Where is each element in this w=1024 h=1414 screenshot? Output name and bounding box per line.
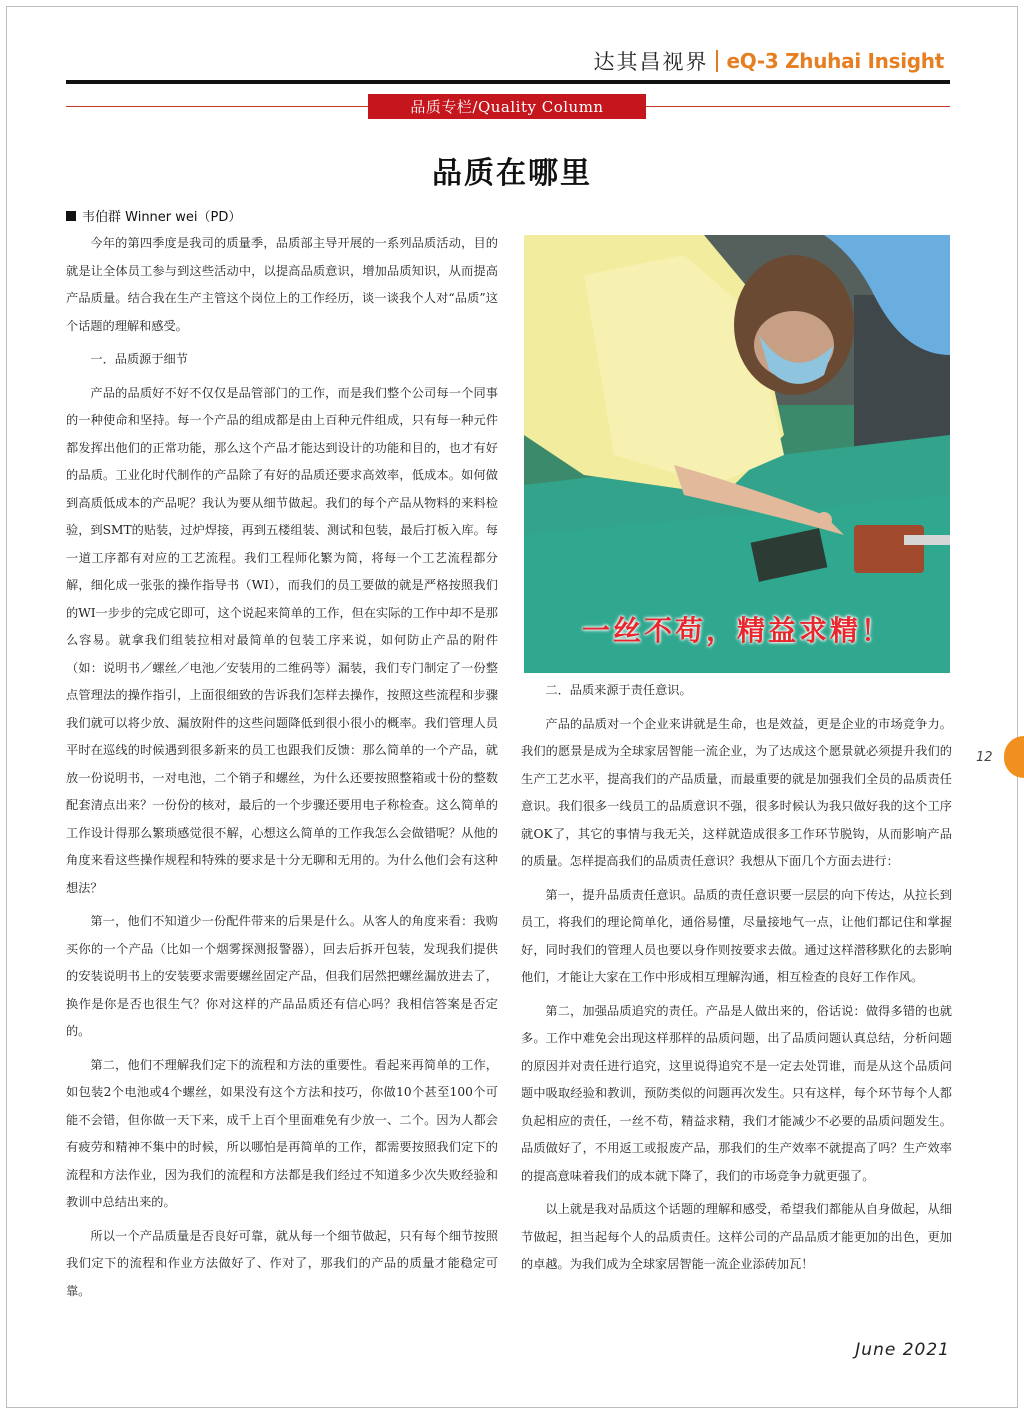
photo-illustration (524, 235, 950, 673)
paragraph: 今年的第四季度是我司的质量季，品质部主导开展的一系列品质活动，目的就是让全体员工参与到这些活动中，以提高品质意识，增加品质知识，从而提高产品质量。结合我在生产主管这个岗位上的工作经历，谈一谈我个人对“品质”这个话题的理解和感受。 (66, 236, 498, 333)
paragraph: 所以一个产品质量是否良好可靠，就从每一个细节做起，只有每个细节按照我们定下的流程和作业方法做好了、作对了，那我们的产品的质量才能稳定可靠。 (66, 1228, 498, 1298)
header-rule (66, 80, 950, 84)
paragraph: 产品的品质对一个企业来讲就是生命，也是效益，更是企业的市场竞争力。我们的愿景是成为全球家居智能一流企业，为了达成这个愿景就必须提升我们的生产工艺水平，提高我们的产品质量，而最重要的就是加强我们全员的品质责任意识。我们很多一线员工的品质意识不强，很多时候认为我只做好我的这个工序就OK了，其它的事情与我无关，这样就造成很多工作环节脱钩，从而影响产品的质量。怎样提高我们的品质责任意识？我想从下面几个方面去进行： (521, 716, 952, 868)
masthead (593, 44, 944, 78)
article-column-right (521, 677, 952, 1285)
masthead-divider (716, 50, 718, 72)
byline (66, 206, 241, 225)
article-column-left (66, 230, 498, 1311)
paragraph: 以上就是我对品质这个话题的理解和感受，希望我们都能从自身做起，从细节做起，担当起每个人的品质责任。这样公司的产品品质才能更加的出色，更加的卓越。为我们成为全球家居智能一流企业添砖加瓦！ (521, 1202, 952, 1271)
paragraph: 第二，他们不理解我们定下的流程和方法的重要性。看起来再简单的工作，如包装2个电池或4个螺丝，如果没有这个方法和技巧，你做10个甚至100个可能不会错，但你做一天下来，成千上百个里面难免有少放一、二个。因为人都会有疲劳和精神不集中的时候，所以哪怕是再简单的工作，都需要按照我们定下的流程和方法作业，因为我们的流程和方法都是我们经过不知道多少次失败经验和教训中总结出来的。 (66, 1057, 498, 1209)
paragraph: 第一，提升品质责任意识。品质的责任意识要一层层的向下传达，从拉长到员工，将我们的理论简单化，通俗易懂，尽量接地气一点，让他们都记住和掌握好，同时我们的管理人员也要以身作则按要求去做。通过这样潜移默化的去影响他们，才能让大家在工作中形成相互理解沟通，相互检查的良好工作作风。 (521, 887, 952, 984)
column-tab: 品质专栏/Quality Column (368, 94, 646, 119)
paragraph: 第一，他们不知道少一份配件带来的后果是什么。从客人的角度来看：我购买你的一个产品（比如一个烟雾探测报警器），回去后拆开包装，发现我们提供的安装说明书上的安装要求需要螺丝固定产品，但我们居然把螺丝漏放进去了，换作是你是否也很生气？你对这样的产品品质还有信心吗？我相信答案是否定的。 (66, 914, 498, 1038)
paragraph: 第二，加强品质追究的责任。产品是人做出来的，俗话说：做得多错的也就多。工作中难免会出现这样那样的品质问题，出了品质问题认真总结，分析问题的原因并对责任进行追究，这里说得追究不是一定去处罚谁，而是从这个品质问题中吸取经验和教训，预防类似的问题再次发生。只有这样，每个环节每个人都负起相应的责任，一丝不苟，精益求精，我们才能减少不必要的品质问题发生。品质做好了，不用返工或报废产品，那我们的生产效率不就提高了吗？生产效率的提高意味着我们的成本就下降了，我们的市场竞争力就更强了。 (521, 1003, 952, 1183)
masthead-brand-en: eQ-3 Zhuhai Insight (726, 49, 944, 73)
section-heading: 一．品质源于细节 (90, 352, 188, 366)
square-bullet-icon (66, 211, 76, 221)
worker-photo (524, 235, 950, 673)
photo-slogan: 一丝不苟，精益求精！ (581, 614, 892, 647)
section-heading: 二．品质来源于责任意识。 (545, 683, 692, 697)
article-title: 品质在哪里 (432, 156, 592, 191)
byline-text: 韦伯群 Winner wei（PD） (82, 210, 242, 225)
masthead-brand-cn: 达其昌视界 (593, 50, 709, 74)
paragraph: 产品的品质好不好不仅仅是品管部门的工作，而是我们整个公司每一个同事的一种使命和坚持。每一个产品的组成都是由上百种元件组成，只有每一种元件都发挥出他们的正常功能，那么这个产品才能达到设计的功能和目的，也才有好的品质。工业化时代制作的产品除了有好的品质还要求高效率，低成本。如何做到高质低成本的产品呢？我认为要从细节做起。我们的每个产品从物料的来料检验，到SMT的贴装，过炉焊接，再到五楼组装、测试和包装，最后打板入库。每一道工序都有对应的工艺流程。我们工程师化繁为简，将每一个工艺流程都分解，细化成一张张的操作指导书（WI），而我们的员工要做的就是严格按照我们的WI一步步的完成它即可，这个说起来简单的工作，但在实际的工作中却不是那么容易。就拿我们组装拉相对最简单的包装工序来说，如何防止产品的附件（如：说明书／螺丝／电池／安装用的二维码等）漏装，我们专门制定了一份整点管理法的操作指引，上面很细致的告诉我们怎样去操作，按照这些流程和步骤我们就可以将少放、漏放附件的这些问题降低到很小很小的概率。我们管理人员平时在巡线的时候遇到很多新来的员工也跟我们反馈：那么简单的一个产品，就放一份说明书，一对电池，二个销子和螺丝，为什么还要按照整箱或十份的整数配套清点出来？一份份的核对，最后的一个步骤还要用电子称检查。这么简单的工作设计得那么繁琐感觉很不解，心想这么简单的工作我怎么会做错呢？从他的角度来看这些操作规程和特殊的要求是十分无聊和无用的。为什么他们会有这种想法？ (66, 385, 498, 895)
issue-date: June 2021 (855, 1340, 950, 1360)
page-number: 12 (976, 750, 993, 765)
